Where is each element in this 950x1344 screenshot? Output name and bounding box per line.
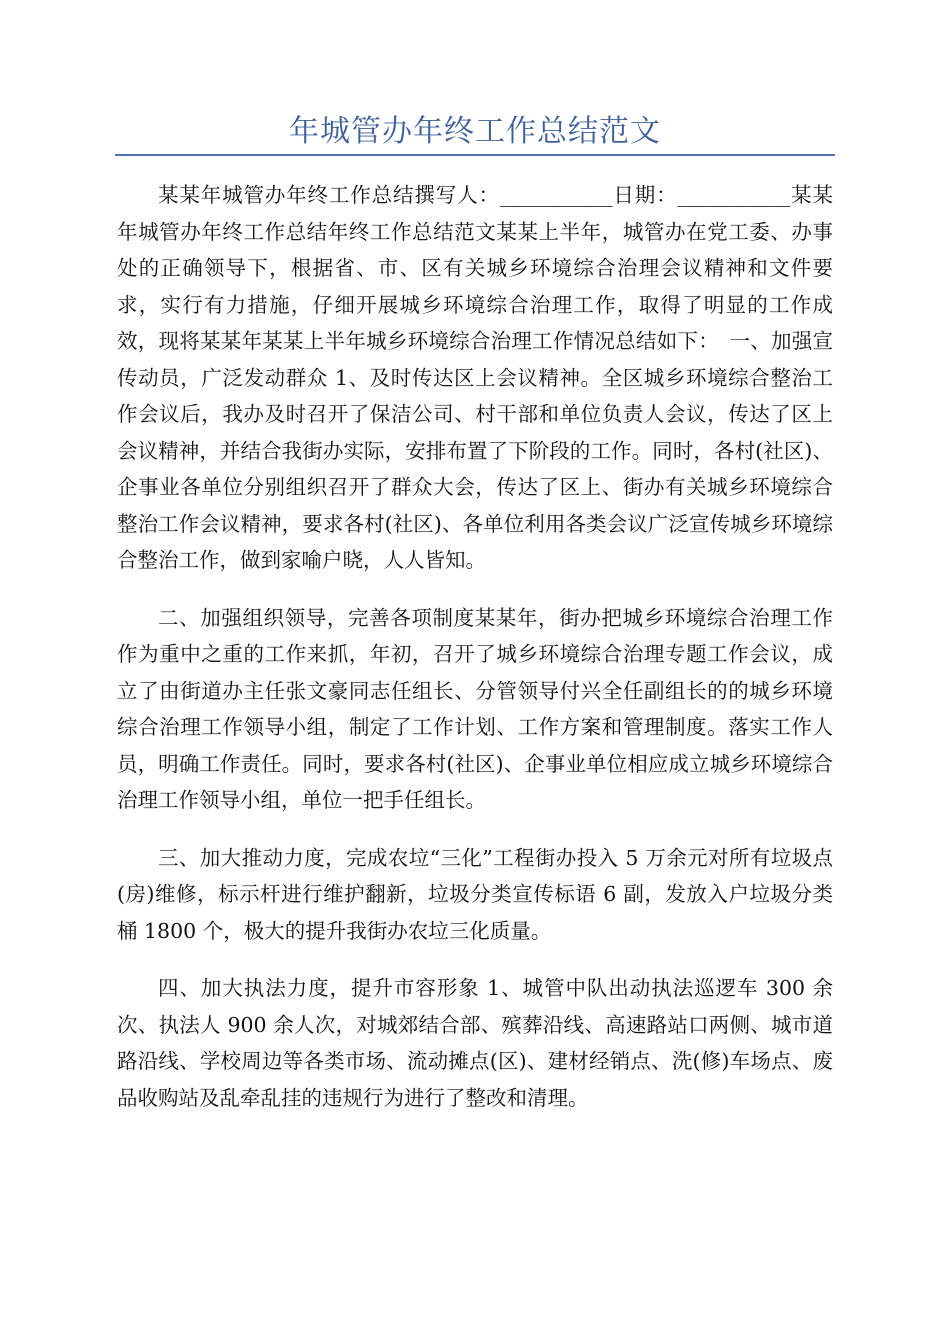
- paragraph-3: 三、加大推动力度，完成农垃“三化”工程街办投入 5 万余元对所有垃圾点(房)维修，标示杆进行维护翻新，垃圾分类宣传标语 6 副，发放入户垃圾分类桶 1800 个，极大的提升我街办农垃三化质量。: [117, 845, 833, 943]
- paragraph-1: 某某年城管办年终工作总结撰写人：___________日期：___________某某年城管办年终工作总结年终工作总结范文某某上半年，城管办在党工委、办事处的正确领导下，根据省、市、区有关城乡环境综合治理会议精神和文件要求，实行有力措施，仔细开展城乡环境综合治理工作，取得了明显的工作成效，现将某某年某某上半年城乡环境综合治理工作情况总结如下： 一、加强宣传动员，广泛发动群众 1、及时传达区上会议精神。全区城乡环境综合整治工作会议后，我办及时召开了保洁公司、村干部和单位负责人会议，传达了区上会议精神，并结合我街办实际，安排布置了下阶段的工作。同时，各村(社区)、企事业各单位分别组织召开了群众大会，传达了区上、街办有关城乡环境综合整治工作会议精神，要求各村(社区)、各单位利用各类会议广泛宣传城乡环境综合整治工作，做到家喻户晓，人人皆知。: [117, 183, 833, 572]
- paragraph-4: 四、加大执法力度，提升市容形象 1、城管中队出动执法巡逻车 300 余次、执法人 900 余人次，对城郊结合部、殡葬沿线、高速路站口两侧、城市道路沿线、学校周边等各类市场、流动摊点(区)、建材经销点、洗(修)车场点、废品收购站及乱牵乱挂的违规行为进行了整改和清理。: [117, 976, 833, 1110]
- title-underline: [115, 154, 835, 156]
- paragraph-2: 二、加强组织领导，完善各项制度某某年，街办把城乡环境综合治理工作作为重中之重的工作来抓，年初，召开了城乡环境综合治理专题工作会议，成立了由街道办主任张文豪同志任组长、分管领导付兴全任副组长的的城乡环境综合治理工作领导小组，制定了工作计划、工作方案和管理制度。落实工作人员，明确工作责任。同时，要求各村(社区)、企事业单位相应成立城乡环境综合治理工作领导小组，单位一把手任组长。: [117, 605, 833, 812]
- document-title: 年城管办年终工作总结范文: [289, 114, 661, 149]
- document-body: [117, 177, 833, 1116]
